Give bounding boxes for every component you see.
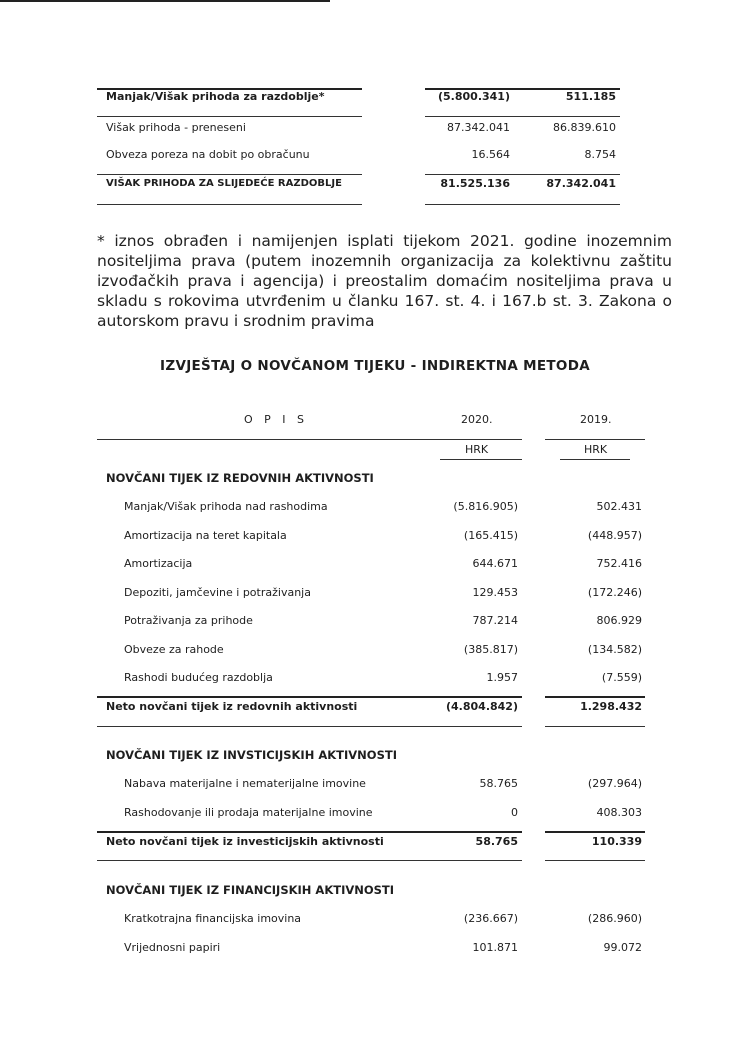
total-2019-operating: 1.298.432 (580, 700, 642, 713)
footnote: * iznos obrađen i namijenjen isplati tijekom 2021. godine inozemnim nositeljima prava (putem inozemnih organizacija za kolektivnu zaštitu izvođačkih prava i agencija) i preostalim domaćim nositeljima prava u skladu s rokovima utvrđenim u članku 167. st. 4. i 167.b st. 3. Zakona o autorskom pravu i srodnim pravima (97, 232, 672, 330)
row-label: Manjak/Višak prihoda nad rashodima (124, 500, 328, 513)
value-2020: (236.667) (463, 912, 518, 925)
value-2019: (448.957) (587, 529, 642, 542)
total-rule (545, 860, 645, 861)
value-2020: (5.800.341) (438, 90, 510, 103)
value-2020: 87.342.041 (447, 121, 510, 134)
value-2019: 8.754 (584, 148, 616, 161)
value-2019: 511.185 (565, 90, 616, 103)
value-2020: (5.816.905) (453, 500, 518, 513)
value-2019: 99.072 (603, 941, 642, 954)
total-2019-investing: 110.339 (591, 835, 642, 848)
value-2019: (7.559) (601, 671, 642, 684)
currency-2020: HRK (465, 443, 489, 456)
row-label: Kratkotrajna financijska imovina (124, 912, 302, 925)
value-2020: 81.525.136 (440, 177, 510, 190)
section-heading-operating: NOVČANI TIJEK IZ REDOVNIH AKTIVNOSTI (106, 471, 374, 485)
header-rule (545, 439, 645, 440)
total-2020-operating: (4.804.842) (446, 700, 518, 713)
header-rule (440, 459, 522, 460)
value-2020: 644.671 (472, 557, 518, 570)
section-heading-financing: NOVČANI TIJEK IZ FINANCIJSKIH AKTIVNOSTI (106, 883, 395, 897)
value-2020: 101.871 (472, 941, 518, 954)
row-label: Vrijednosni papiri (124, 941, 221, 954)
value-2019: (134.582) (587, 643, 642, 656)
total-label-operating: Neto novčani tijek iz redovnih aktivnosti (106, 700, 358, 713)
value-2019: 502.431 (596, 500, 642, 513)
total-label-investing: Neto novčani tijek iz investicijskih aktivnosti (106, 835, 384, 848)
value-2020: 16.564 (471, 148, 510, 161)
row-label: Amortizacija na teret kapitala (124, 529, 287, 542)
row-label: Obveze za rahode (124, 643, 224, 656)
row-label: Manjak/Višak prihoda za razdoblje* (106, 90, 325, 103)
value-2019: (297.964) (587, 777, 642, 790)
column-header-description: O P I S (244, 413, 309, 426)
total-rule (97, 860, 522, 861)
value-2020: 0 (511, 806, 518, 819)
statement-title: IZVJEŠTAJ O NOVČANOM TIJEKU - INDIREKTNA METODA (160, 358, 590, 374)
row-label: Potraživanja za prihode (124, 614, 253, 627)
total-rule (97, 831, 522, 833)
value-2020: (165.415) (463, 529, 518, 542)
total-rule (97, 696, 522, 698)
table-rule (97, 174, 362, 175)
table-rule (425, 204, 620, 205)
value-2020: 787.214 (472, 614, 518, 627)
value-2020: 1.957 (486, 671, 518, 684)
table-rule (97, 116, 362, 117)
value-2020: 129.453 (472, 586, 518, 599)
table-rule (425, 116, 620, 117)
top-edge-rule (0, 0, 330, 2)
value-2019: 806.929 (596, 614, 642, 627)
total-rule (545, 831, 645, 833)
row-label: Nabava materijalne i nematerijalne imovine (124, 777, 366, 790)
value-2019: 752.416 (596, 557, 642, 570)
column-header-2019: 2019. (580, 413, 612, 426)
total-rule (545, 696, 645, 698)
value-2019: 87.342.041 (546, 177, 616, 190)
value-2019: (172.246) (587, 586, 642, 599)
row-label: Rashodi budućeg razdoblja (124, 671, 273, 684)
header-rule (97, 439, 522, 440)
section-heading-investing: NOVČANI TIJEK IZ INVSTICIJSKIH AKTIVNOSTI (106, 748, 397, 762)
value-2019: (286.960) (587, 912, 642, 925)
header-rule (560, 459, 630, 460)
value-2019: 86.839.610 (553, 121, 616, 134)
total-2020-investing: 58.765 (475, 835, 518, 848)
value-2019: 408.303 (596, 806, 642, 819)
row-label: VIŠAK PRIHODA ZA SLIJEDEĆE RAZDOBLJE (106, 178, 342, 189)
row-label: Amortizacija (124, 557, 193, 570)
table-rule (97, 204, 362, 205)
row-label: Obveza poreza na dobit po obračunu (106, 148, 310, 161)
column-header-2020: 2020. (461, 413, 493, 426)
currency-2019: HRK (584, 443, 608, 456)
value-2020: 58.765 (479, 777, 518, 790)
table-rule (425, 174, 620, 175)
total-rule (545, 726, 645, 727)
total-rule (97, 726, 522, 727)
row-label: Depoziti, jamčevine i potraživanja (124, 586, 311, 599)
row-label: Višak prihoda - preneseni (106, 121, 246, 134)
row-label: Rashodovanje ili prodaja materijalne imovine (124, 806, 373, 819)
value-2020: (385.817) (463, 643, 518, 656)
